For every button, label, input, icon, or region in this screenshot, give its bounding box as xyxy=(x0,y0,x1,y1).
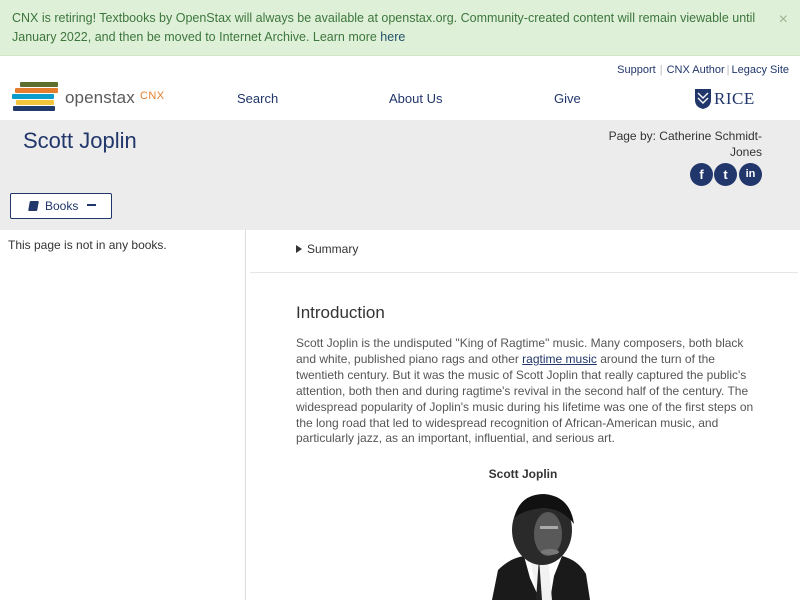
books-sidebar xyxy=(0,230,246,600)
nav-about-us[interactable]: About Us xyxy=(389,91,443,106)
linkedin-icon[interactable]: in xyxy=(739,163,762,186)
nav-give[interactable]: Give xyxy=(554,91,581,106)
owl-shield-icon xyxy=(694,88,712,110)
logo-openstax-text: openstax xyxy=(65,88,135,107)
utility-links xyxy=(617,64,789,76)
caret-right-icon xyxy=(296,245,302,253)
legacy-site-link[interactable]: Legacy Site xyxy=(731,64,789,76)
alert-text: CNX is retiring! Textbooks by OpenStax will always be available at openstax.org. Community-created content will remain viewable until January 2022, and then be moved to Internet Archive. Learn more xyxy=(12,11,756,44)
page-titlebar xyxy=(0,120,800,230)
books-toggle-button[interactable] xyxy=(10,193,112,219)
alert-learn-more-link[interactable]: here xyxy=(380,30,406,44)
book-icon xyxy=(28,201,39,211)
ragtime-music-link[interactable]: ragtime music xyxy=(522,351,597,366)
divider: | xyxy=(659,64,663,76)
logo-cnx-text: CNX xyxy=(140,90,165,102)
summary-label: Summary xyxy=(307,242,359,256)
scott-joplin-photo xyxy=(490,490,590,600)
page-title: Scott Joplin xyxy=(23,128,137,153)
cnx-author-link[interactable]: CNX Author xyxy=(666,64,725,76)
facebook-icon[interactable]: f xyxy=(690,163,713,186)
nav-search[interactable]: Search xyxy=(237,91,279,106)
intro-text-part1: Scott Joplin is the undisputed "King of Ragtime" music. Many composers, both black and white, published piano rags and other xyxy=(296,336,744,366)
rice-logo-text: RICE xyxy=(714,89,755,108)
close-icon[interactable]: × xyxy=(778,11,788,28)
twitter-icon[interactable]: t xyxy=(714,163,737,186)
divider: | xyxy=(726,64,730,76)
section-heading: Introduction xyxy=(296,303,385,322)
retirement-alert xyxy=(0,0,800,56)
page-author: Page by: Catherine Schmidt-Jones xyxy=(608,129,762,159)
figure-title: Scott Joplin xyxy=(488,467,558,481)
books-button-label: Books xyxy=(45,199,79,213)
summary-toggle[interactable] xyxy=(250,230,798,273)
intro-paragraph xyxy=(296,336,758,447)
minus-icon xyxy=(87,204,96,206)
support-link[interactable]: Support xyxy=(617,64,656,76)
sidebar-not-in-books-text: This page is not in any books. xyxy=(8,238,167,252)
intro-text-part2: around the turn of the twentieth century. But it was the music of Scott Joplin that really captured the public's attention, both then and during ragtime's revival in the second half of the century. The widespread popularity of Joplin's music during his lifetime was one of the first steps on the long road that led to widespread recognition of African-American music, and particularly jazz, as an important, influential, and serious art. xyxy=(296,351,754,446)
openstax-cnx-logo[interactable] xyxy=(12,80,192,114)
page-content xyxy=(296,303,758,447)
